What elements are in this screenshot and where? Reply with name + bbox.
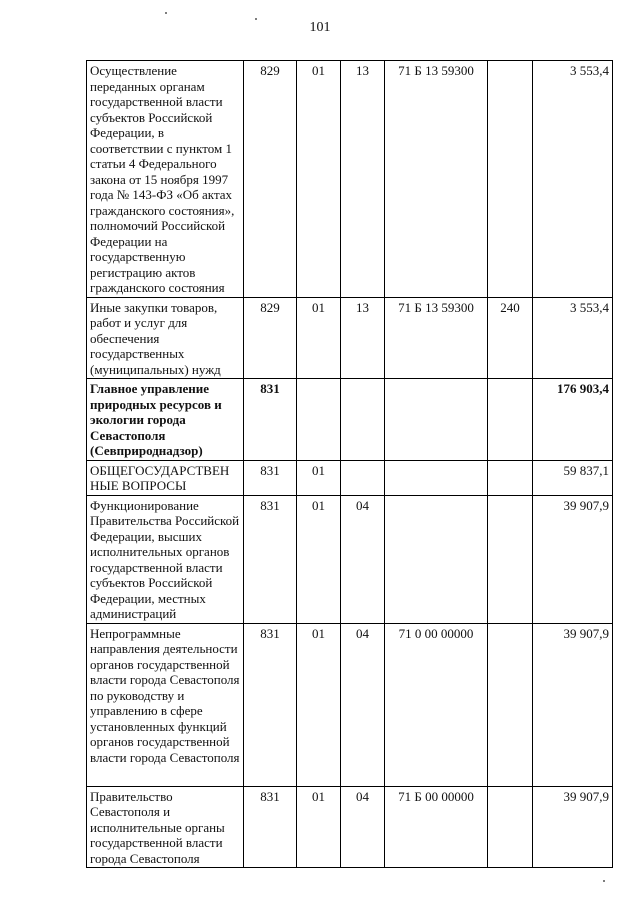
row-section: 01 xyxy=(297,495,341,623)
table-row xyxy=(87,786,613,868)
row-subsection: 04 xyxy=(341,786,385,868)
table-row xyxy=(87,61,613,298)
row-name: Функционирование Правительства Российской Федерации, высших исполнительных органов государственной власти субъектов Российской Федерации, местных администраций xyxy=(87,495,244,623)
row-amount: 59 837,1 xyxy=(533,460,613,495)
page-number: 101 xyxy=(309,20,331,35)
row-section: 01 xyxy=(297,460,341,495)
row-name: Осуществление переданных органам государственной власти субъектов Российской Федерации, в соответствии с пунктом 1 статьи 4 Федерального закона от 15 ноября 1997 года № 143-ФЗ «Об актах гражданского состояния», полномочий Российской Федерации на государственную регистрацию актов гражданского состояния xyxy=(87,61,244,298)
row-amount: 3 553,4 xyxy=(533,297,613,379)
row-section: 01 xyxy=(297,297,341,379)
row-amount: 176 903,4 xyxy=(533,379,613,461)
row-target-article xyxy=(385,495,488,623)
row-section: 01 xyxy=(297,61,341,298)
row-expense-type xyxy=(488,786,533,868)
row-section xyxy=(297,379,341,461)
row-target-article xyxy=(385,460,488,495)
row-name: Непрограммные направления деятельности органов государственной власти города Севастополя по руководству и управлению в сфере установленных функций органов государственной власти города Севастополя xyxy=(87,623,244,786)
row-department-code: 831 xyxy=(244,460,297,495)
row-subsection xyxy=(341,379,385,461)
row-expense-type: 240 xyxy=(488,297,533,379)
row-name: Иные закупки товаров, работ и услуг для обеспечения государственных (муниципальных) нужд xyxy=(87,297,244,379)
row-name: Правительство Севастополя и исполнительные органы государственной власти города Севастополя xyxy=(87,786,244,868)
row-expense-type xyxy=(488,495,533,623)
row-amount: 39 907,9 xyxy=(533,786,613,868)
row-subsection: 04 xyxy=(341,623,385,786)
scan-speck xyxy=(603,880,605,882)
row-expense-type xyxy=(488,379,533,461)
row-subsection: 13 xyxy=(341,61,385,298)
row-department-code: 831 xyxy=(244,786,297,868)
row-department-code: 829 xyxy=(244,61,297,298)
row-subsection: 13 xyxy=(341,297,385,379)
row-expense-type xyxy=(488,61,533,298)
row-department-code: 831 xyxy=(244,495,297,623)
row-name: Главное управление природных ресурсов и экологии города Севастополя (Севприроднадзор) xyxy=(87,379,244,461)
row-target-article: 71 Б 00 00000 xyxy=(385,786,488,868)
row-subsection: 04 xyxy=(341,495,385,623)
table-row xyxy=(87,623,613,786)
row-amount: 39 907,9 xyxy=(533,495,613,623)
row-target-article: 71 Б 13 59300 xyxy=(385,61,488,298)
row-section: 01 xyxy=(297,786,341,868)
table-row xyxy=(87,297,613,379)
row-expense-type xyxy=(488,460,533,495)
row-department-code: 829 xyxy=(244,297,297,379)
row-amount: 3 553,4 xyxy=(533,61,613,298)
row-amount: 39 907,9 xyxy=(533,623,613,786)
row-target-article: 71 Б 13 59300 xyxy=(385,297,488,379)
row-target-article xyxy=(385,379,488,461)
row-name: ОБЩЕГОСУДАРСТВЕН НЫЕ ВОПРОСЫ xyxy=(87,460,244,495)
table-row xyxy=(87,460,613,495)
row-section: 01 xyxy=(297,623,341,786)
table-row xyxy=(87,495,613,623)
row-subsection xyxy=(341,460,385,495)
table-row xyxy=(87,379,613,461)
scan-speck xyxy=(255,18,257,20)
row-department-code: 831 xyxy=(244,623,297,786)
scan-speck xyxy=(165,12,167,14)
row-expense-type xyxy=(488,623,533,786)
budget-table xyxy=(86,60,613,868)
row-target-article: 71 0 00 00000 xyxy=(385,623,488,786)
row-department-code: 831 xyxy=(244,379,297,461)
